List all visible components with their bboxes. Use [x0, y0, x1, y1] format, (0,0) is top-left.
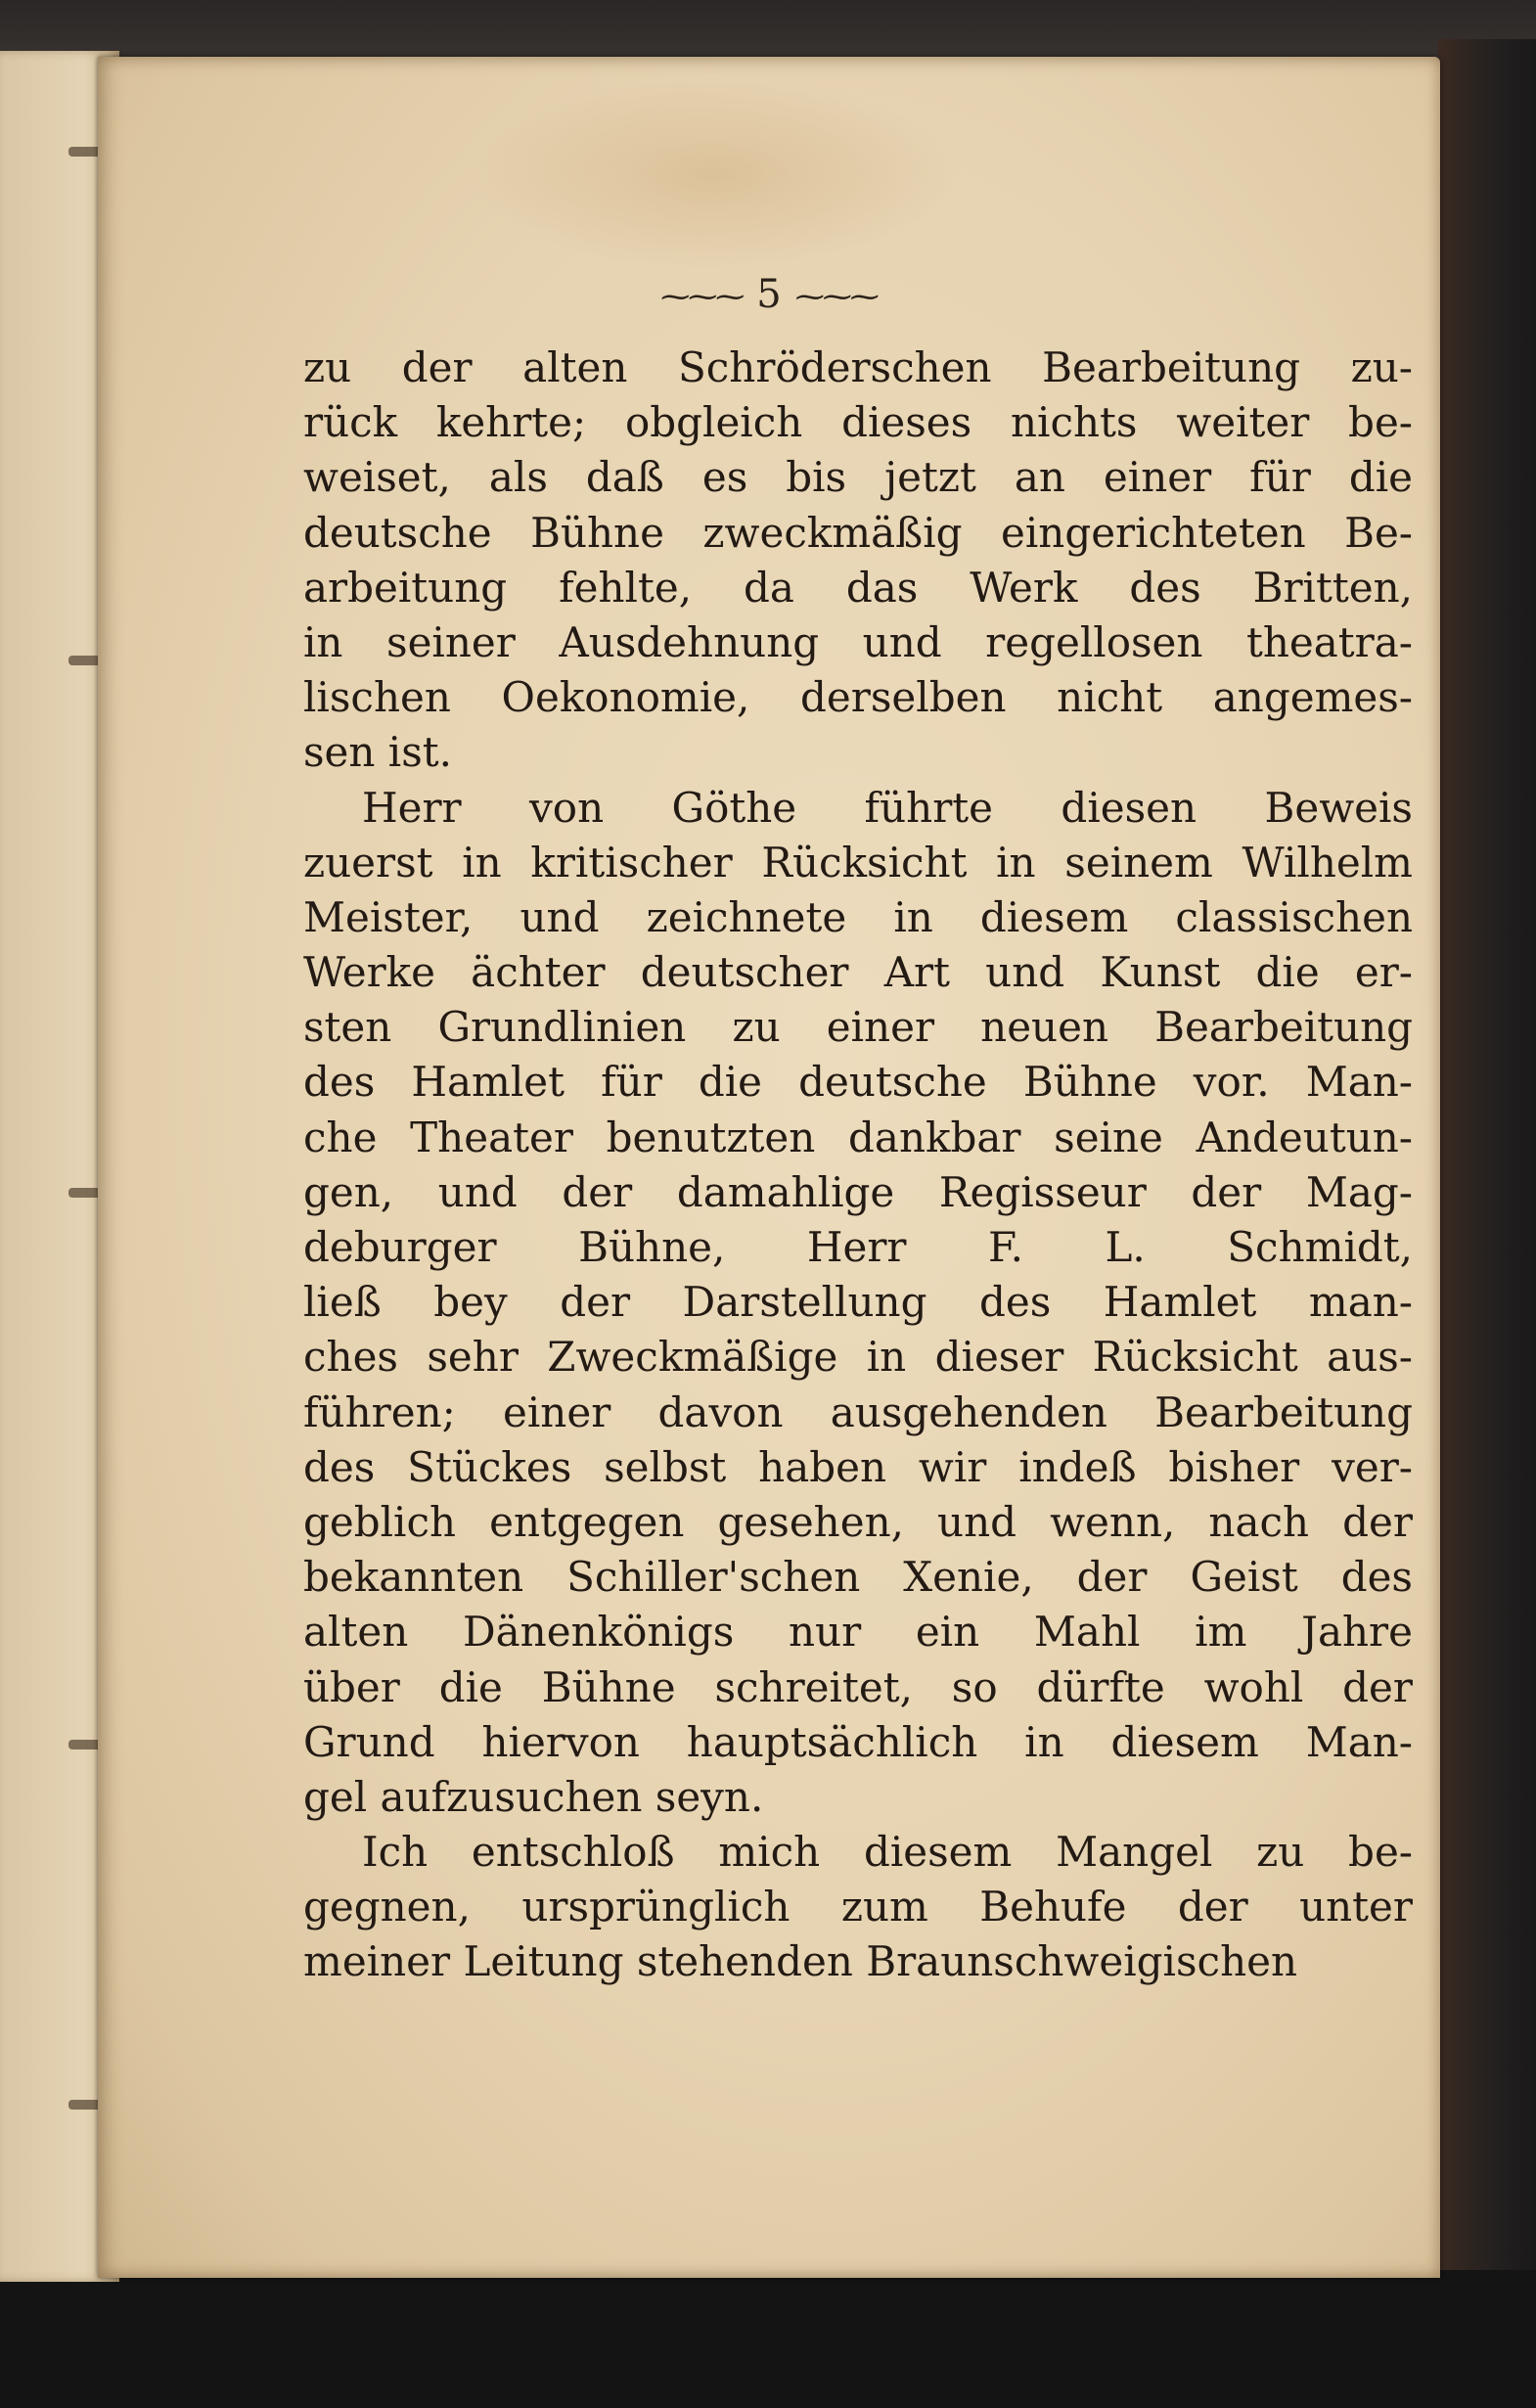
text-line: Werke ächter deutscher Art und Kunst die er- [303, 948, 1413, 997]
text-line: Grund hiervon hauptsächlich in diesem Man- [303, 1717, 1413, 1766]
paragraph [303, 781, 1413, 1826]
book-cover-edge [1438, 39, 1536, 2290]
text-line: weiset, als daß es bis jetzt an einer für die [303, 453, 1413, 502]
text-line: Meister, und zeichnete in diesem classischen [303, 892, 1413, 941]
text-line: ches sehr Zweckmäßige in dieser Rücksicht aus- [303, 1333, 1413, 1382]
text-line: geblich entgegen gesehen, und wenn, nach der [303, 1497, 1413, 1546]
text-line: über die Bühne schreitet, so dürfte wohl der [303, 1662, 1413, 1711]
text-line: deburger Bühne, Herr F. L. Schmidt, [303, 1223, 1413, 1271]
text-line: gegnen, ursprünglich zum Behufe der unter [303, 1883, 1413, 1931]
text-line: zu der alten Schröderschen Bearbeitung zu- [303, 343, 1413, 391]
text-line: ließ bey der Darstellung des Hamlet man- [303, 1278, 1413, 1327]
text-line: des Hamlet für die deutsche Bühne vor. Man- [303, 1058, 1413, 1107]
text-line: alten Dänenkönigs nur ein Mahl im Jahre [303, 1608, 1413, 1657]
page-number: ⁓⁓⁓ 5 ⁓⁓⁓ [647, 272, 890, 317]
text-line: Herr von Göthe führte diesen Beweis [362, 783, 1413, 832]
text-line: führen; einer davon ausgehenden Bearbeitung [303, 1387, 1413, 1436]
body-text [303, 341, 1413, 1990]
text-line: sten Grundlinien zu einer neuen Bearbeitung [303, 1003, 1413, 1052]
text-line: deutsche Bühne zweckmäßig eingerichteten Be- [303, 508, 1413, 557]
paragraph [303, 341, 1413, 781]
paper-stain [470, 76, 959, 272]
text-line: lischen Oekonomie, derselben nicht angemes- [303, 673, 1413, 722]
text-line: des Stückes selbst haben wir indeß bisher ver- [303, 1442, 1413, 1491]
text-line: gel aufzusuchen seyn. [303, 1772, 764, 1821]
text-line: rück kehrte; obgleich dieses nichts weiter be- [303, 398, 1413, 447]
text-line: che Theater benutzten dankbar seine Andeutun- [303, 1113, 1413, 1161]
text-line: Ich entschloß mich diesem Mangel zu be- [362, 1828, 1413, 1877]
page-header [98, 260, 1440, 329]
text-line: zuerst in kritischer Rücksicht in seinem Wilhelm [303, 838, 1413, 886]
backdrop-bottom [0, 2270, 1536, 2408]
text-line: bekannten Schiller'schen Xenie, der Geist des [303, 1553, 1413, 1602]
text-line: in seiner Ausdehnung und regellosen theatra- [303, 617, 1413, 666]
paragraph [303, 1825, 1413, 1990]
text-line: sen ist. [303, 728, 453, 777]
text-line: arbeitung fehlte, da das Werk des Britten, [303, 563, 1413, 612]
text-line: meiner Leitung stehenden Braunschweigischen [303, 1937, 1298, 1986]
book-page [98, 57, 1440, 2278]
text-line: gen, und der damahlige Regisseur der Mag- [303, 1167, 1413, 1216]
